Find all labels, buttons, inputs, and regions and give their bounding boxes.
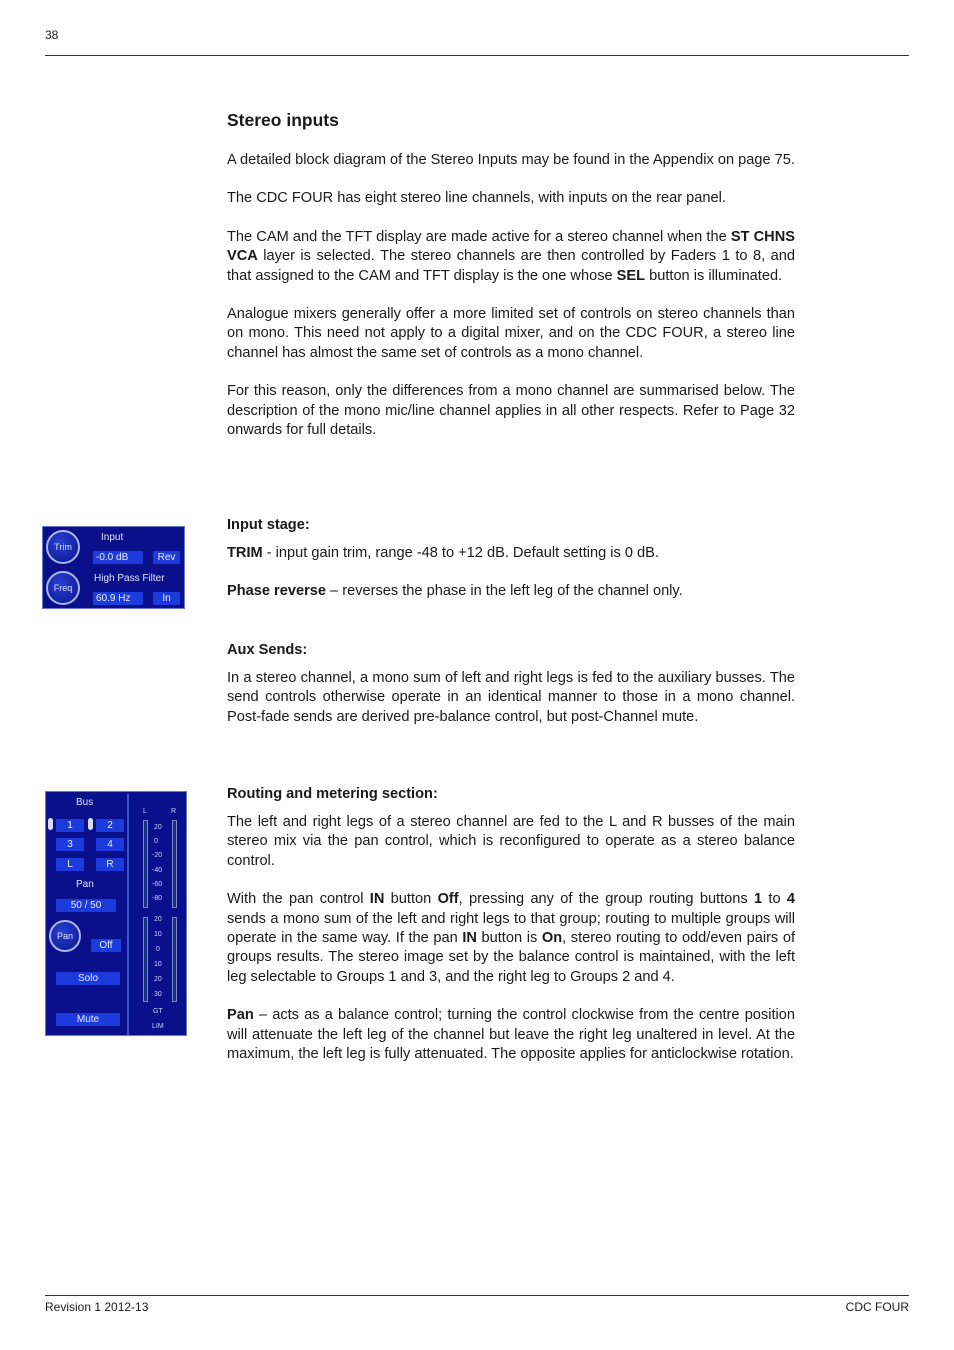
hpf-in-button[interactable]: In <box>153 592 180 605</box>
meter-l-top <box>143 820 148 908</box>
routing-paragraph-2 <box>227 890 795 987</box>
routing-paragraph-3 <box>227 1006 795 1064</box>
r3-b1: Pan <box>227 1007 254 1024</box>
header-rule <box>45 55 909 56</box>
r2-t4: to <box>762 891 787 908</box>
pan-knob[interactable] <box>49 920 81 952</box>
section-title: Stereo inputs <box>227 110 339 130</box>
hpf-label: High Pass Filter <box>94 573 165 584</box>
freq-knob[interactable] <box>46 571 80 605</box>
trim-paragraph <box>227 544 795 563</box>
bus-led-left <box>48 818 53 830</box>
scale-bottom-1: 10 <box>154 931 162 938</box>
meter-r-top <box>172 820 177 908</box>
page-number: 38 <box>45 28 59 42</box>
scale-top-3: -40 <box>152 867 163 874</box>
routing-panel <box>45 791 187 1036</box>
cam-paragraph <box>227 228 795 286</box>
gt-label: GT <box>153 1008 163 1015</box>
r2-t6: button is <box>476 930 542 947</box>
bus-button-2[interactable]: 2 <box>96 819 124 832</box>
cam-bold-2: SEL <box>616 267 646 284</box>
reason-paragraph: For this reason, only the differences from a mono channel are summarised below. The description of the mono mic/line channel applies in all other respects. Refer to Page 32 onwards for full details. <box>227 383 795 439</box>
r2-t7: , stereo routing to odd/even pairs of groups results. The stereo image set by the balance control is maintained, with the left leg selectable to Groups 1 and 3, and the right leg to Groups 2 and 4. <box>227 930 795 985</box>
cam-text-1: The CAM and the TFT display are made active for a stereo channel when the <box>227 228 731 245</box>
freq-knob-label: Freq <box>53 583 73 593</box>
intro-paragraph-2: The CDC FOUR has eight stereo line channels, with inputs on the rear panel. <box>227 190 726 207</box>
trim-text: - input gain trim, range -48 to +12 dB. Default setting is 0 dB. <box>262 545 659 561</box>
r2-t3: , pressing any of the group routing buttons <box>458 891 754 908</box>
trim-label: TRIM <box>227 545 263 561</box>
scale-top-4: -60 <box>152 881 163 888</box>
r2-t2: button <box>384 891 438 908</box>
trim-knob-label: Trim <box>54 542 72 552</box>
cam-text-3: button is illuminated. <box>645 267 783 284</box>
phase-paragraph <box>227 582 795 601</box>
r3-t1: – acts as a balance control; turning the control clockwise from the centre position will attenuate the left leg of the channel but leave the right leg unaltered in level. At the maximum, the left leg is fully attenuated. The opposite applies for anticlockwise rotation. <box>227 1007 795 1063</box>
pan-knob-label: Pan <box>56 931 73 941</box>
r2-b4: 4 <box>786 891 796 908</box>
phase-text: – reverses the phase in the left leg of the channel only. <box>326 583 683 600</box>
scale-bottom-2: 0 <box>156 946 160 953</box>
meter-r-label: R <box>171 808 177 815</box>
input-value[interactable]: -0.0 dB <box>93 551 143 564</box>
lim-label: LIM <box>152 1023 164 1030</box>
analogue-paragraph: Analogue mixers generally offer a more limited set of controls on stereo channels than on mono. This need not apply to a digital mixer, and on the CDC FOUR, a stereo line channel has almost the same set of controls as a mono channel. <box>227 306 795 361</box>
trim-knob[interactable] <box>46 530 80 564</box>
bus-label: Bus <box>76 797 94 808</box>
input-stage-heading: Input stage: <box>227 517 310 533</box>
pan-label: Pan <box>76 879 94 890</box>
solo-button[interactable]: Solo <box>56 972 120 985</box>
bus-button-1[interactable]: 1 <box>56 819 84 832</box>
r2-b6: On <box>541 930 563 947</box>
r2-b1: IN <box>369 891 385 908</box>
input-stage-text <box>227 544 795 602</box>
input-label: Input <box>101 532 124 543</box>
scale-bottom-4: 20 <box>154 976 162 983</box>
mute-button[interactable]: Mute <box>56 1013 120 1026</box>
scale-bottom-0: 20 <box>154 916 162 923</box>
phase-label: Phase reverse <box>227 583 326 600</box>
aux-sends-text: In a stereo channel, a mono sum of left and right legs is fed to the auxiliary busses. The send controls otherwise operate in an identical manner to those in a mono channel. Post-fade sends are derived pre-balance control, but post-Channel mute. <box>227 670 795 725</box>
footer-product: CDC FOUR <box>845 1300 909 1314</box>
pan-value[interactable]: 50 / 50 <box>56 899 116 912</box>
bus-button-4[interactable]: 4 <box>96 838 124 851</box>
r2-b5: IN <box>462 930 477 947</box>
routing-paragraph-1: The left and right legs of a stereo channel are fed to the L and R busses of the main stereo mix via the pan control, which is reconfigured to operate as a stereo balance control. <box>227 814 795 869</box>
footer-revision: Revision 1 2012-13 <box>45 1300 149 1314</box>
meter-l-bottom <box>143 917 148 1002</box>
scale-bottom-5: 30 <box>154 991 162 998</box>
routing-text <box>227 813 795 1064</box>
r2-b3: 1 <box>754 891 763 908</box>
bus-button-3[interactable]: 3 <box>56 838 84 851</box>
pan-in-button[interactable]: Off <box>91 939 121 952</box>
bus-led-right <box>88 818 93 830</box>
meter-r-bottom <box>172 917 177 1002</box>
r2-t5: sends a mono sum of the left and right legs to that group; routing to multiple groups will operate in the same way. If the pan <box>227 910 795 947</box>
routing-heading: Routing and metering section: <box>227 786 438 802</box>
hpf-value[interactable]: 60.9 Hz <box>93 592 143 605</box>
panel-divider <box>127 794 129 1035</box>
scale-top-1: 0 <box>154 838 158 845</box>
scale-top-5: -80 <box>152 895 163 902</box>
intro-paragraph-1: A detailed block diagram of the Stereo Inputs may be found in the Appendix on page 75. <box>227 152 795 168</box>
bus-button-l[interactable]: L <box>56 858 84 871</box>
scale-top-0: 20 <box>154 824 162 831</box>
cam-text-2: layer is selected. The stereo channels are then controlled by Faders 1 to 8, and that assigned to the CAM and TFT display is the one whose <box>227 248 795 284</box>
intro-text <box>227 151 795 440</box>
cam-bold-1: ST CHNS VCA <box>227 228 795 265</box>
rev-button[interactable]: Rev <box>153 551 180 564</box>
bus-button-r[interactable]: R <box>96 858 124 871</box>
meter-l-label: L <box>143 808 147 815</box>
r2-b2: Off <box>437 891 459 908</box>
scale-top-2: -20 <box>152 852 163 859</box>
footer-rule <box>45 1295 909 1296</box>
aux-sends-heading: Aux Sends: <box>227 642 308 658</box>
r2-t1: With the pan control <box>227 891 370 908</box>
input-stage-panel <box>42 526 185 609</box>
scale-bottom-3: 10 <box>154 961 162 968</box>
